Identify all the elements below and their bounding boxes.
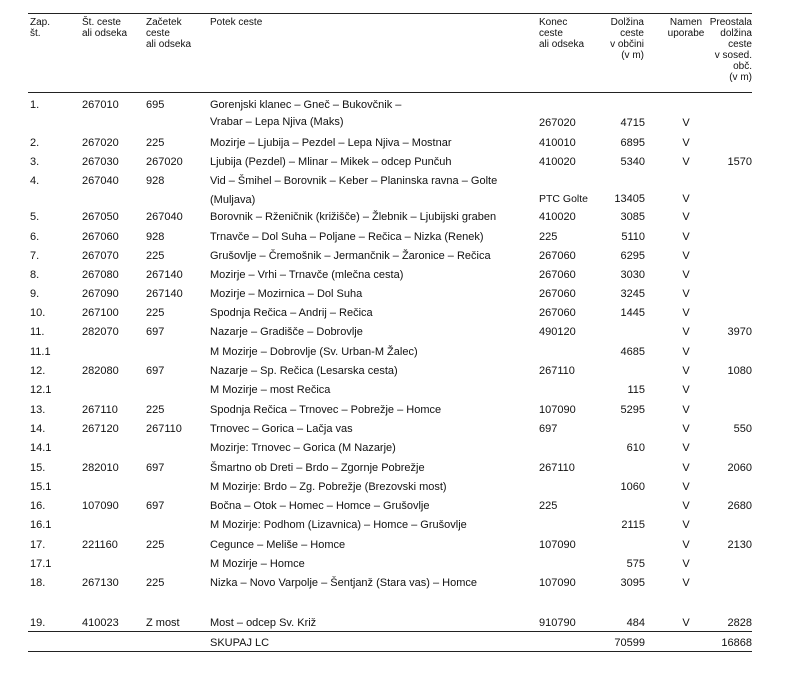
cell-dolzina: 610	[626, 442, 645, 454]
cell-zap: 1.	[30, 99, 40, 111]
cell-potek: Trnovec – Gorica – Lačja vas	[210, 423, 353, 435]
cell-zap: 5.	[30, 211, 40, 223]
cell-namen: V	[682, 269, 690, 281]
cell-zap: 17.1	[30, 558, 52, 570]
cell-zacetek: 267110	[146, 423, 182, 435]
cell-zacetek: 697	[146, 500, 165, 512]
cell-preostala: 2680	[727, 500, 752, 512]
cell-namen: V	[682, 193, 690, 205]
cell-namen: V	[682, 250, 690, 262]
cell-zap: 17.	[30, 539, 46, 551]
cell-st-ceste: 267100	[82, 307, 119, 319]
cell-potek: Mozirje – Vrhi – Trnavče (mlečna cesta)	[210, 269, 404, 281]
cell-zap: 2.	[30, 137, 40, 149]
cell-preostala: 1570	[727, 156, 752, 168]
cell-potek: Nizka – Novo Varpolje – Šentjanž (Stara vas) – Homce	[210, 577, 477, 589]
cell-st-ceste: 267050	[82, 211, 119, 223]
cell-zap: 6.	[30, 231, 40, 243]
cell-dolzina: 5110	[621, 231, 645, 243]
cell-zacetek: 225	[146, 307, 165, 319]
cell-zap: 15.1	[30, 481, 52, 493]
cell-st-ceste: 221160	[82, 539, 118, 551]
cell-namen: V	[682, 500, 690, 512]
cell-dolzina: 3030	[620, 269, 645, 281]
cell-zap: 19.	[30, 617, 46, 629]
cell-zap: 10.	[30, 307, 46, 319]
cell-preostala: 2060	[727, 462, 752, 474]
cell-zacetek: 225	[146, 250, 165, 262]
cell-st-ceste: 267120	[82, 423, 119, 435]
cell-dolzina: 4685	[620, 346, 645, 358]
cell-potek: Ljubija (Pezdel) – Mlinar – Mikek – odcep Punčuh	[210, 156, 452, 168]
cell-zap: 8.	[30, 269, 40, 281]
cell-namen: V	[682, 307, 690, 319]
cell-zacetek: 695	[146, 99, 165, 111]
cell-st-ceste: 282080	[82, 365, 119, 377]
cell-st-ceste: 267130	[82, 577, 119, 589]
cell-potek: M Mozirje: Podhom (Lizavnica) – Homce – Grušovlje	[210, 519, 467, 531]
cell-konec: 267060	[539, 269, 576, 281]
cell-zacetek: 267040	[146, 211, 183, 223]
header-zacetek: Začetek ceste ali odseka	[146, 17, 192, 50]
cell-dolzina: 5295	[620, 404, 645, 416]
cell-namen: V	[682, 346, 690, 358]
cell-dolzina: 2115	[621, 519, 645, 531]
cell-preostala: 2130	[727, 539, 752, 551]
cell-dolzina: 4715	[620, 117, 645, 129]
cell-st-ceste: 267090	[82, 288, 119, 300]
cell-st-ceste: 267010	[82, 99, 119, 111]
cell-zacetek: 267140	[146, 269, 183, 281]
cell-namen: V	[682, 288, 690, 300]
cell-st-ceste: 267030	[82, 156, 119, 168]
cell-st-ceste: 267080	[82, 269, 119, 281]
cell-zap: 16.	[30, 500, 46, 512]
cell-namen: V	[682, 231, 690, 243]
cell-zacetek: 225	[146, 137, 165, 149]
cell-dolzina: 13405	[614, 193, 645, 205]
cell-konec: 267060	[539, 250, 576, 262]
cell-preostala: 1080	[727, 365, 752, 377]
cell-konec: 267110	[539, 462, 575, 474]
cell-zap: 11.1	[30, 346, 51, 358]
cell-preostala: 3970	[727, 326, 752, 338]
cell-namen: V	[682, 558, 690, 570]
cell-st-ceste: 267040	[82, 175, 119, 187]
header-zap: Zap. št.	[30, 17, 51, 39]
cell-konec: 410010	[539, 137, 576, 149]
cell-namen: V	[682, 211, 690, 223]
cell-konec: 107090	[539, 539, 576, 551]
cell-potek: M Mozirje – Dobrovlje (Sv. Urban-M Žalec)	[210, 346, 418, 358]
cell-zap: 12.1	[30, 384, 52, 396]
cell-potek: M Mozirje: Brdo – Zg. Pobrežje (Brezovski most)	[210, 481, 447, 493]
cell-dolzina: 1445	[620, 307, 645, 319]
cell-dolzina: 6895	[620, 137, 645, 149]
cell-zap: 18.	[30, 577, 46, 589]
cell-st-ceste: 267020	[82, 137, 119, 149]
cell-zacetek: 697	[146, 365, 165, 377]
total-top-rule	[28, 631, 752, 632]
cell-namen: V	[682, 481, 690, 493]
cell-potek: Spodnja Rečica – Trnovec – Pobrežje – Homce	[210, 404, 442, 416]
cell-preostala: 550	[733, 423, 752, 435]
cell-namen: V	[682, 617, 690, 629]
cell-zap: 9.	[30, 288, 40, 300]
cell-st-ceste: 282010	[82, 462, 119, 474]
cell-zap: 7.	[30, 250, 40, 262]
cell-dolzina: 5340	[620, 156, 645, 168]
cell-zacetek: 928	[146, 175, 165, 187]
cell-potek: Vid – Šmihel – Borovnik – Keber – Planinska ravna – Golte	[210, 175, 498, 187]
cell-zap: 14.1	[30, 442, 52, 454]
table-bottom-rule	[28, 651, 752, 652]
cell-potek: Cegunce – Meliše – Homce	[210, 539, 346, 551]
cell-potek: Nazarje – Sp. Rečica (Lesarska cesta)	[210, 365, 398, 377]
header-namen: Namen uporabe	[667, 17, 705, 39]
cell-potek: Bočna – Otok – Homec – Homce – Grušovlje	[210, 500, 430, 512]
cell-namen: V	[682, 423, 690, 435]
cell-potek: Most – odcep Sv. Križ	[210, 617, 317, 629]
cell-namen: V	[682, 462, 690, 474]
cell-konec: 267060	[539, 307, 576, 319]
cell-namen: V	[682, 539, 690, 551]
cell-konec: PTC Golte	[539, 193, 589, 205]
cell-konec: 267060	[539, 288, 576, 300]
cell-st-ceste: 282070	[82, 326, 119, 338]
cell-zap: 12.	[30, 365, 46, 377]
header-potek: Potek ceste	[210, 17, 263, 28]
header-konec: Konec ceste ali odseka	[539, 17, 585, 50]
cell-potek: Šmartno ob Dreti – Brdo – Zgornje Pobrežje	[210, 462, 425, 474]
total-dolzina: 70599	[614, 637, 645, 649]
cell-potek: Trnavče – Dol Suha – Poljane – Rečica – Nizka (Renek)	[210, 231, 484, 243]
cell-zap: 3.	[30, 156, 40, 168]
cell-namen: V	[682, 384, 690, 396]
cell-zacetek: 225	[146, 404, 165, 416]
cell-dolzina: 3095	[620, 577, 645, 589]
cell-zacetek: 267140	[146, 288, 183, 300]
cell-konec: 490120	[539, 326, 576, 338]
cell-zap: 15.	[30, 462, 46, 474]
cell-zap: 14.	[30, 423, 46, 435]
cell-potek-continuation: (Muljava)	[210, 194, 256, 206]
cell-namen: V	[682, 577, 690, 589]
cell-namen: V	[682, 519, 690, 531]
cell-konec: 267020	[539, 117, 576, 129]
cell-potek: Spodnja Rečica – Andrij – Rečica	[210, 307, 373, 319]
header-preostala: Preostala dolžina ceste v sosed. obč. (v m)	[709, 17, 752, 83]
cell-st-ceste: 267110	[82, 404, 118, 416]
cell-konec: 697	[539, 423, 558, 435]
cell-zacetek: 928	[146, 231, 165, 243]
cell-potek: M Mozirje – Homce	[210, 558, 305, 570]
cell-zap: 13.	[30, 404, 46, 416]
header-dolzina: Dolžina ceste v občini (v m)	[610, 17, 644, 61]
cell-konec: 410020	[539, 156, 576, 168]
cell-zacetek: 267020	[146, 156, 183, 168]
cell-potek: Mozirje – Mozirnica – Dol Suha	[210, 288, 363, 300]
cell-st-ceste: 107090	[82, 500, 119, 512]
header-bottom-rule	[28, 92, 752, 93]
cell-potek: Grušovlje – Čremošnik – Jermančnik – Žaronice – Rečica	[210, 250, 491, 262]
cell-konec: 267110	[539, 365, 575, 377]
cell-namen: V	[682, 326, 690, 338]
cell-konec: 410020	[539, 211, 576, 223]
cell-namen: V	[682, 365, 690, 377]
cell-dolzina: 1060	[620, 481, 645, 493]
cell-konec: 225	[539, 231, 558, 243]
cell-zacetek: 697	[146, 462, 165, 474]
cell-namen: V	[682, 404, 690, 416]
cell-dolzina: 6295	[620, 250, 645, 262]
cell-st-ceste: 410023	[82, 617, 119, 629]
cell-potek: Nazarje – Gradišče – Dobrovlje	[210, 326, 363, 338]
cell-zap: 4.	[30, 175, 40, 187]
cell-konec: 225	[539, 500, 558, 512]
cell-namen: V	[682, 137, 690, 149]
cell-potek: M Mozirje – most Rečica	[210, 384, 331, 396]
cell-konec: 107090	[539, 577, 576, 589]
cell-dolzina: 3245	[620, 288, 645, 300]
cell-potek: Gorenjski klanec – Gneč – Bukovčnik –	[210, 99, 402, 111]
cell-zacetek: 225	[146, 539, 165, 551]
cell-potek-continuation: Vrabar – Lepa Njiva (Maks)	[210, 116, 344, 128]
cell-zacetek: 225	[146, 577, 165, 589]
cell-konec: 910790	[539, 617, 576, 629]
cell-zap: 16.1	[30, 519, 52, 531]
total-label: SKUPAJ LC	[210, 637, 270, 649]
total-preostala: 16868	[721, 637, 752, 649]
cell-dolzina: 575	[626, 558, 645, 570]
cell-zap: 11.	[30, 326, 45, 338]
cell-preostala: 2828	[727, 617, 752, 629]
cell-namen: V	[682, 156, 690, 168]
cell-konec: 107090	[539, 404, 576, 416]
cell-st-ceste: 267060	[82, 231, 119, 243]
table-top-rule	[28, 13, 752, 14]
cell-potek: Borovnik – Rženičnik (križišče) – Žlebnik – Ljubijski graben	[210, 211, 497, 223]
cell-dolzina: 115	[627, 384, 645, 396]
cell-dolzina: 3085	[620, 211, 645, 223]
cell-zacetek: 697	[146, 326, 165, 338]
cell-namen: V	[682, 117, 690, 129]
cell-potek: Mozirje – Ljubija – Pezdel – Lepa Njiva – Mostnar	[210, 137, 452, 149]
cell-potek: Mozirje: Trnovec – Gorica (M Nazarje)	[210, 442, 396, 454]
header-st-ceste: Št. ceste ali odseka	[82, 17, 128, 39]
cell-st-ceste: 267070	[82, 250, 119, 262]
cell-namen: V	[682, 442, 690, 454]
cell-dolzina: 484	[626, 617, 645, 629]
cell-zacetek: Z most	[146, 617, 180, 629]
